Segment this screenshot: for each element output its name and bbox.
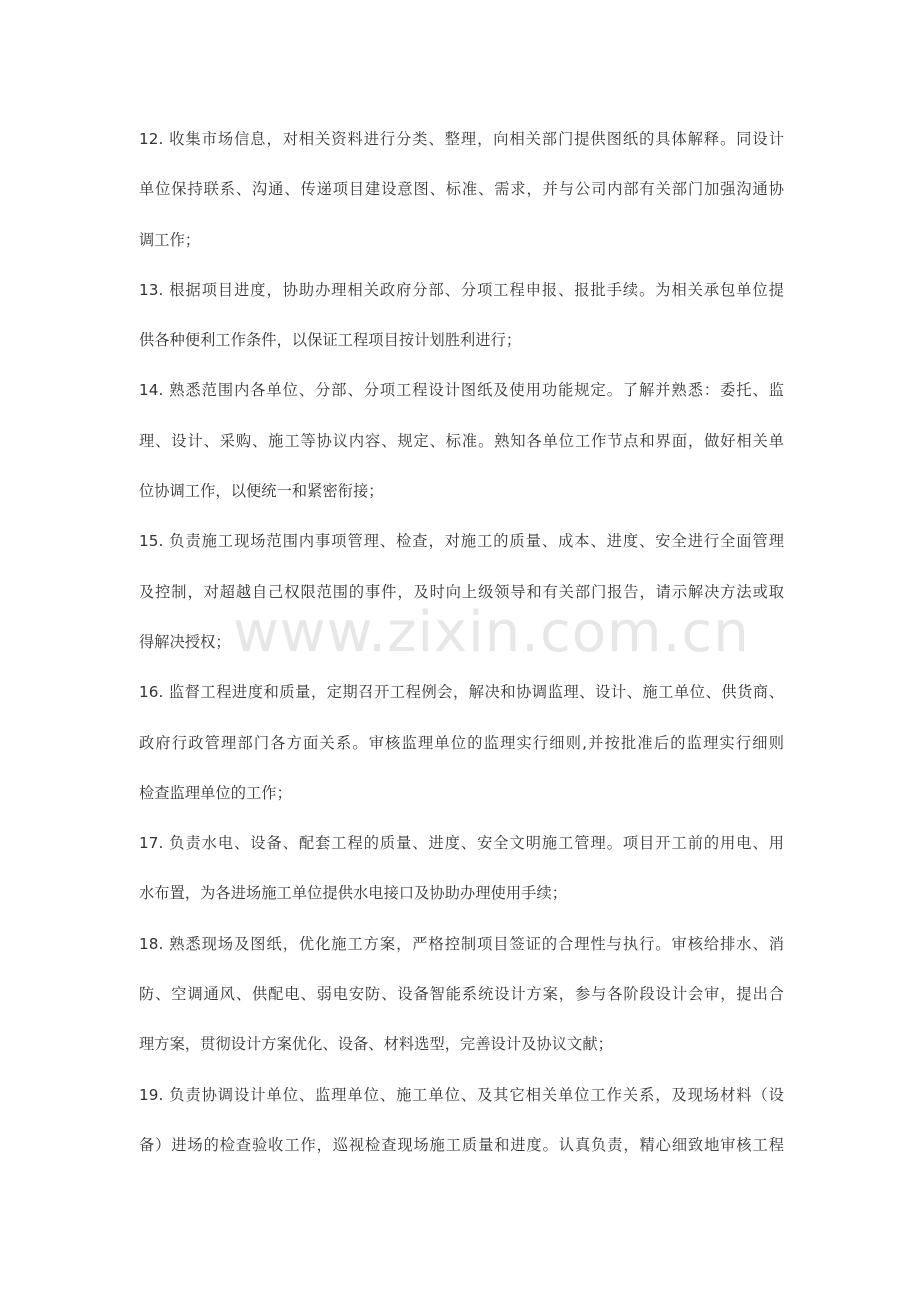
text-line: 及控制，对超越自己权限范围的事件，及时向上级领导和有关部门报告，请示解决方法或取 (139, 582, 784, 601)
text-line: 供各种便利工作条件，以保证工程项目按计划胜利进行； (139, 331, 522, 350)
text-line: 理、设计、采购、施工等协议内容、规定、标准。熟知各单位工作节点和界面，做好相关单 (139, 431, 784, 450)
list-item (139, 927, 784, 1078)
text-line: 15. 负责施工现场范围内事项管理、检查，对施工的质量、成本、进度、安全进行全面管理 (139, 532, 784, 551)
list-item (139, 122, 784, 273)
text-line: 16. 监督工程进度和质量，定期召开工程例会，解决和协调监理、设计、施工单位、供货商、 (139, 683, 784, 702)
text-line: 水布置，为各进场施工单位提供水电接口及协助办理使用手续； (139, 884, 568, 903)
text-line: 政府行政管理部门各方面关系。审核监理单位的监理实行细则,并按批准后的监理实行细则 (139, 733, 784, 752)
text-line: 备）进场的检查验收工作，巡视检查现场施工质量和进度。认真负责，精心细致地审核工程 (139, 1135, 784, 1154)
text-line: 单位保持联系、沟通、传递项目建设意图、标准、需求，并与公司内部有关部门加强沟通协 (139, 180, 784, 199)
text-line: 18. 熟悉现场及图纸，优化施工方案，严格控制项目签证的合理性与执行。审核给排水、消 (139, 934, 784, 953)
list-item (139, 675, 784, 826)
document-body (139, 122, 784, 1178)
watermark: www.zixin.com.cn (233, 600, 750, 665)
text-line: 19. 负责协调设计单位、监理单位、施工单位、及其它相关单位工作关系，及现场材料（设 (139, 1085, 784, 1104)
text-line: 位协调工作，以便统一和紧密衔接； (139, 482, 384, 501)
text-line: 防、空调通风、供配电、弱电安防、设备智能系统设计方案，参与各阶段设计会审，提出合 (139, 985, 784, 1004)
list-item (139, 273, 784, 374)
text-line: 检查监理单位的工作； (139, 783, 292, 802)
list-item (139, 826, 784, 927)
text-line: 理方案，贯彻设计方案优化、设备、材料选型，完善设计及协议文献； (139, 1035, 613, 1054)
text-line: 13. 根据项目进度，协助办理相关政府分部、分项工程申报、报批手续。为相关承包单位提 (139, 280, 784, 299)
text-line: 得解决授权； (139, 632, 231, 651)
text-line: 12. 收集市场信息，对相关资料进行分类、整理，向相关部门提供图纸的具体解释。同设计 (139, 130, 784, 148)
text-line: 调工作； (139, 230, 201, 249)
text-line: 17. 负责水电、设备、配套工程的质量、进度、安全文明施工管理。项目开工前的用电、用 (139, 834, 784, 853)
list-item (139, 1078, 784, 1179)
list-item (139, 524, 784, 675)
list-item (139, 373, 784, 524)
text-line: 14. 熟悉范围内各单位、分部、分项工程设计图纸及使用功能规定。了解并熟悉：委托、监 (139, 381, 784, 400)
